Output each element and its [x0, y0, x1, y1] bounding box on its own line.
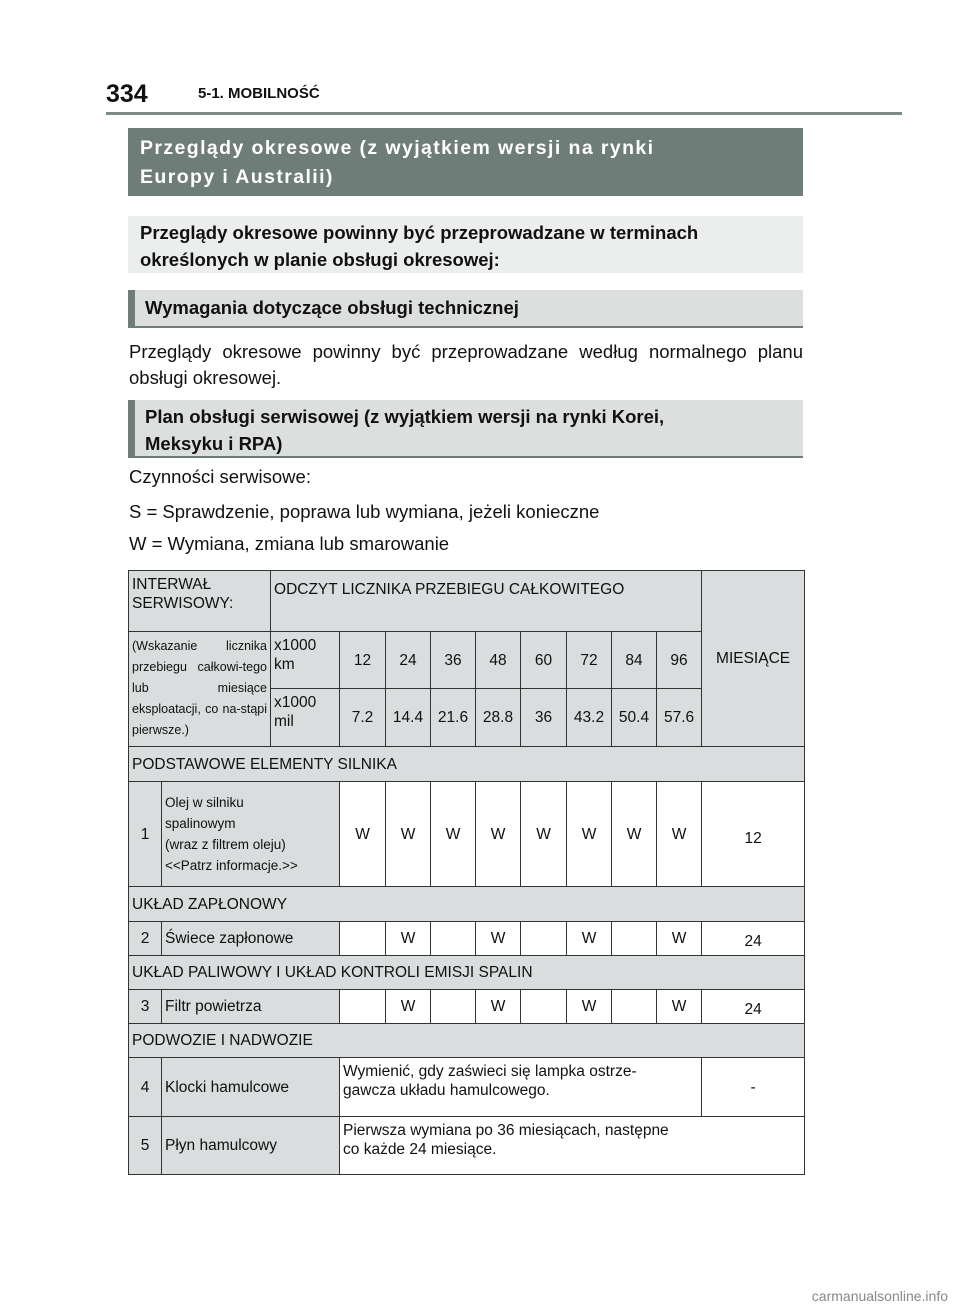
schedule-cell: [340, 990, 386, 1024]
header-rule: [106, 112, 902, 115]
item-description: [340, 1117, 805, 1175]
item-name-line: Olej w silniku: [165, 795, 244, 810]
item-name-line: spalinowym: [165, 816, 236, 831]
months-cell: 24: [702, 922, 805, 956]
row-number: 1: [129, 782, 162, 887]
schedule-cell: [431, 990, 476, 1024]
months-cell: 12: [702, 782, 805, 887]
months-cell: 24: [702, 990, 805, 1024]
km-value: 12: [340, 632, 386, 689]
item-description-line: gawcza układu hamulcowego.: [343, 1082, 550, 1099]
schedule-cell: [612, 990, 657, 1024]
item-description-line: co każde 24 miesiące.: [343, 1141, 497, 1158]
schedule-cell: W: [657, 990, 702, 1024]
item-description-line: Wymienić, gdy zaświeci się lampka ostrze-: [343, 1063, 637, 1080]
legend-title: Czynności serwisowe:: [129, 466, 311, 487]
row-number: 3: [129, 990, 162, 1024]
item-name-line: <<Patrz informacje.>>: [165, 858, 298, 873]
schedule-cell: [431, 922, 476, 956]
mil-value: 36: [521, 689, 567, 747]
row-number: 5: [129, 1117, 162, 1175]
schedule-cell: W: [657, 922, 702, 956]
schedule-cell: W: [476, 922, 521, 956]
mil-value: 28.8: [476, 689, 521, 747]
schedule-cell: W: [612, 782, 657, 887]
page-header: [106, 80, 902, 114]
page-number: 334: [106, 80, 148, 108]
km-value: 96: [657, 632, 702, 689]
schedule-cell: [521, 922, 567, 956]
months-cell: -: [702, 1058, 805, 1117]
item-name-line: (wraz z filtrem oleju): [165, 837, 286, 852]
schedule-cell: [340, 922, 386, 956]
section-chassis: PODWOZIE I NADWOZIE: [129, 1024, 805, 1058]
item-description-line: Pierwsza wymiana po 36 miesiącach, następne: [343, 1122, 669, 1139]
item-brake-pads: Klocki hamulcowe: [162, 1058, 340, 1117]
km-value: 48: [476, 632, 521, 689]
schedule-cell: W: [567, 782, 612, 887]
item-air-filter: Filtr powietrza: [162, 990, 340, 1024]
km-value: 84: [612, 632, 657, 689]
item-description: [340, 1058, 702, 1117]
paragraph-maintenance: Przeglądy okresowe powinny być przeprowadzane według normalnego planu obsługi okresowej.: [129, 341, 803, 388]
interval-note: (Wskazanie licznika przebiegu całkowi-tego lub miesiące eksploatacji, co na-stąpi pierwsze.): [129, 632, 271, 747]
interval-label: INTERWAŁ SERWISOWY:: [129, 571, 271, 632]
item-spark-plugs: Świece zapłonowe: [162, 922, 340, 956]
schedule-cell: W: [476, 990, 521, 1024]
section-title-line2: Europy i Australii): [140, 166, 334, 188]
schedule-cell: W: [386, 782, 431, 887]
schedule-cell: W: [431, 782, 476, 887]
km-unit: x1000 km: [271, 632, 340, 689]
mil-value: 7.2: [340, 689, 386, 747]
legend-s: S = Sprawdzenie, poprawa lub wymiana, jeżeli konieczne: [129, 501, 600, 522]
mil-value: 50.4: [612, 689, 657, 747]
schedule-cell: W: [386, 990, 431, 1024]
section-reference: 5-1. MOBILNOŚĆ: [198, 85, 320, 102]
row-number: 2: [129, 922, 162, 956]
subheading-service-plan-line1: Plan obsługi serwisowej (z wyjątkiem wersji na rynki Korei,: [145, 406, 665, 427]
item-engine-oil: [162, 782, 340, 887]
km-value: 36: [431, 632, 476, 689]
intro-line2: określonych w planie obsługi okresowej:: [140, 249, 500, 270]
km-value: 72: [567, 632, 612, 689]
schedule-cell: W: [521, 782, 567, 887]
subheading-maintenance-requirements: Wymagania dotyczące obsługi technicznej: [128, 290, 803, 328]
mil-value: 43.2: [567, 689, 612, 747]
section-fuel: UKŁAD PALIWOWY I UKŁAD KONTROLI EMISJI SPALIN: [129, 956, 805, 990]
section-title-line1: Przeglądy okresowe (z wyjątkiem wersji na rynki: [140, 137, 655, 159]
item-brake-fluid: Płyn hamulcowy: [162, 1117, 340, 1175]
intro-box: [128, 216, 803, 273]
intro-line1: Przeglądy okresowe powinny być przeprowadzane w terminach: [140, 222, 699, 243]
schedule-cell: [612, 922, 657, 956]
km-value: 60: [521, 632, 567, 689]
subheading-service-plan-line2: Meksyku i RPA): [145, 433, 283, 454]
watermark: carmanualsonline.info: [811, 1288, 948, 1304]
row-number: 4: [129, 1058, 162, 1117]
schedule-cell: [521, 990, 567, 1024]
schedule-cell: W: [567, 922, 612, 956]
schedule-cell: W: [476, 782, 521, 887]
section-title: [128, 128, 803, 196]
months-label: MIESIĄCE: [702, 571, 805, 747]
service-schedule-table: [128, 570, 805, 1175]
mil-value: 57.6: [657, 689, 702, 747]
legend-w: W = Wymiana, zmiana lub smarowanie: [129, 533, 450, 554]
mil-value: 14.4: [386, 689, 431, 747]
schedule-cell: W: [340, 782, 386, 887]
schedule-cell: W: [386, 922, 431, 956]
km-value: 24: [386, 632, 431, 689]
mil-unit: x1000 mil: [271, 689, 340, 747]
schedule-cell: W: [567, 990, 612, 1024]
section-engine: PODSTAWOWE ELEMENTY SILNIKA: [129, 747, 805, 782]
section-ignition: UKŁAD ZAPŁONOWY: [129, 887, 805, 922]
schedule-cell: W: [657, 782, 702, 887]
subheading-service-plan: [128, 400, 803, 458]
mil-value: 21.6: [431, 689, 476, 747]
odometer-label: ODCZYT LICZNIKA PRZEBIEGU CAŁKOWITEGO: [271, 571, 702, 632]
